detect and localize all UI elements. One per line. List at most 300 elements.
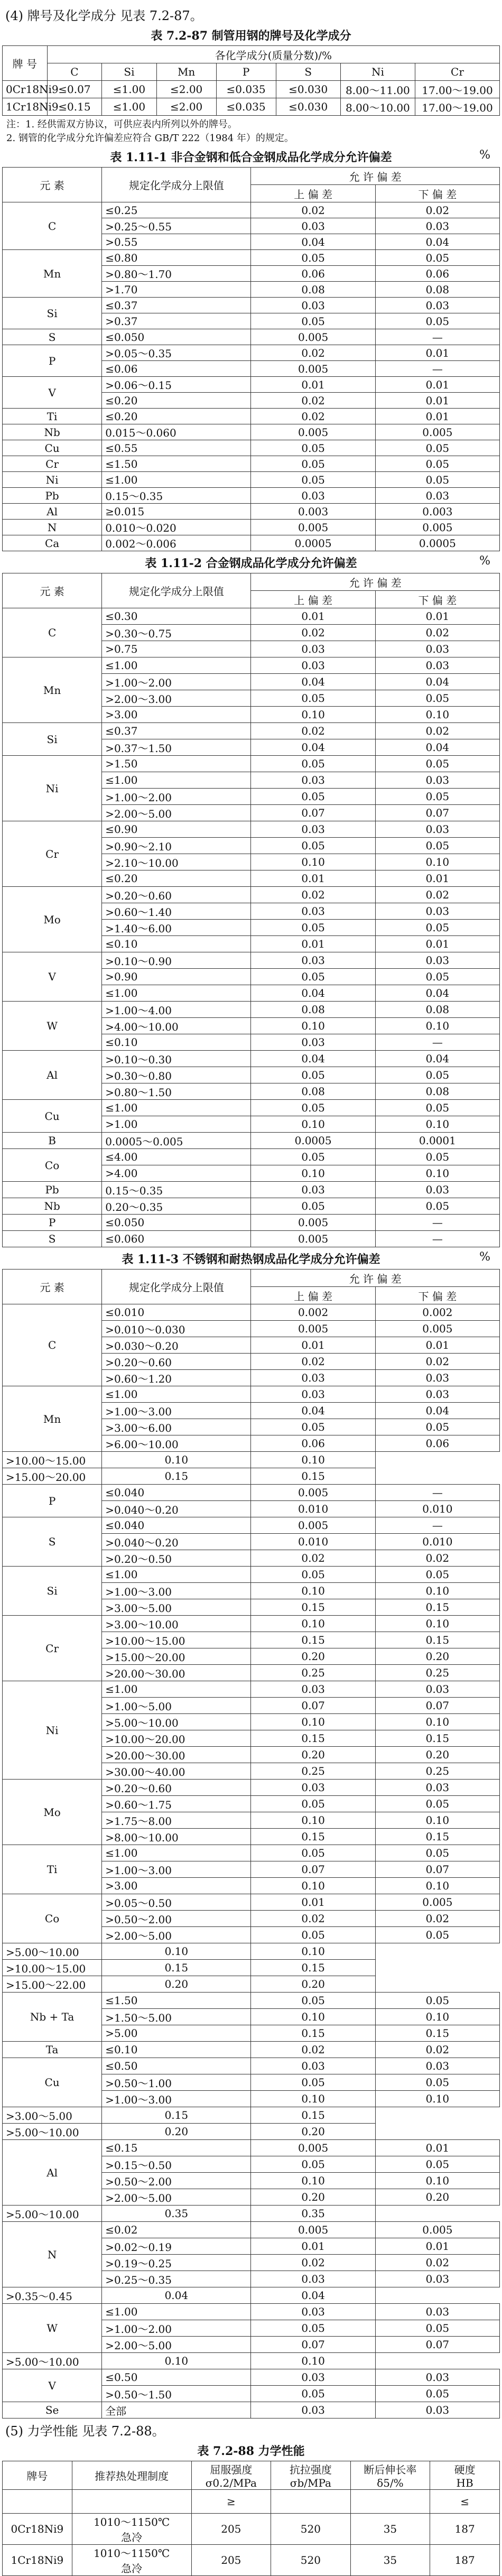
element-cell: W <box>3 2304 102 2353</box>
limit-cell: ≤0.010 <box>102 1304 251 1321</box>
table-row <box>3 2058 500 2074</box>
table-row <box>3 98 500 116</box>
lower-deviation-cell: — <box>375 1231 499 1247</box>
header-line: HB <box>456 2477 473 2489</box>
upper-deviation-cell: 0.15 <box>251 1730 375 1747</box>
upper-deviation-cell: 0.02 <box>251 409 375 424</box>
upper-deviation-cell: 0.05 <box>251 1419 375 1435</box>
table-row <box>3 1976 500 1993</box>
value-cell: ≤0.030 <box>276 98 340 116</box>
limit-cell: >0.37～1.50 <box>102 739 251 756</box>
table-row <box>3 1452 500 1468</box>
lower-deviation-cell: 0.20 <box>251 1976 375 1993</box>
upper-deviation-cell: 0.02 <box>251 1911 375 1927</box>
upper-deviation-cell: 0.05 <box>251 1149 375 1165</box>
table-row <box>3 1993 500 2009</box>
upper-deviation-cell: 0.10 <box>251 2009 375 2025</box>
lower-deviation-cell: 0.05 <box>375 1993 499 2009</box>
table-row <box>3 1780 500 1796</box>
lower-deviation-cell: 0.08 <box>375 1083 499 1100</box>
limit-cell: >0.05～0.35 <box>102 345 251 361</box>
composition-column-header: 各化学成分(质量分数)/% <box>47 46 499 63</box>
treatment-temperature: 1010～1150℃ <box>94 2547 170 2560</box>
lower-deviation-cell: 0.10 <box>375 1165 499 1182</box>
element-cell: S <box>3 329 102 345</box>
limit-cell: >5.00～10.00 <box>3 1943 102 1960</box>
upper-deviation-cell: 0.03 <box>251 772 375 789</box>
limit-cell: >0.15～0.50 <box>102 2156 251 2173</box>
limit-cell: >30.00～40.00 <box>102 1763 251 1780</box>
upper-deviation-cell: 0.25 <box>251 1665 375 1681</box>
element-cell: V <box>3 2369 102 2402</box>
lower-deviation-cell: 0.05 <box>375 440 499 456</box>
lower-deviation-cell: 0.05 <box>375 2386 499 2402</box>
limit-cell: >2.00～5.00 <box>102 2189 251 2206</box>
upper-deviation-cell: 0.08 <box>251 1083 375 1100</box>
upper-deviation-cell: 0.03 <box>251 488 375 504</box>
limit-cell: >0.60～1.75 <box>102 1796 251 1812</box>
upper-deviation-cell: 0.10 <box>251 2173 375 2189</box>
column-header <box>191 2461 271 2490</box>
element-cell: Ni <box>3 472 102 488</box>
lower-deviation-cell: 0.03 <box>375 657 499 674</box>
limit-cell: >1.00～3.00 <box>102 1861 251 1878</box>
upper-deviation-cell: 0.02 <box>251 345 375 361</box>
lower-deviation-cell: 0.07 <box>375 1861 499 1878</box>
table-row <box>3 2222 500 2238</box>
element-cell: V <box>3 377 102 409</box>
limit-cell: >1.50 <box>102 756 251 772</box>
lower-deviation-cell: 0.10 <box>251 1943 375 1960</box>
column-header <box>350 2461 430 2490</box>
limit-column-header: 规定化学成分上限值 <box>102 168 251 202</box>
upper-deviation-cell: 0.20 <box>251 2189 375 2206</box>
hardness-cell: 187 <box>430 2514 500 2545</box>
upper-deviation-cell: 0.08 <box>251 1002 375 1018</box>
lower-deviation-cell: 0.03 <box>375 903 499 920</box>
lower-deviation-cell: 0.15 <box>251 1468 375 1485</box>
upper-deviation-cell: 0.06 <box>251 266 375 282</box>
limit-cell: ≤1.00 <box>102 985 251 1002</box>
upper-deviation-cell: 0.005 <box>251 1215 375 1231</box>
lower-deviation-cell: 0.02 <box>375 2042 499 2058</box>
lower-deviation-cell: 0.005 <box>375 520 499 535</box>
upper-deviation-cell: 0.05 <box>251 1100 375 1116</box>
table-row <box>3 2206 500 2222</box>
upper-deviation-cell: 0.010 <box>251 1534 375 1550</box>
lower-deviation-cell: 0.04 <box>375 739 499 756</box>
value-cell: ≤1.00 <box>102 81 157 98</box>
lower-deviation-cell: 0.05 <box>375 1419 499 1435</box>
limit-cell: >3.00 <box>102 1878 251 1894</box>
upper-deviation-cell: 0.10 <box>102 1452 251 1468</box>
lower-deviation-cell: 0.03 <box>375 2271 499 2287</box>
column-header <box>72 2461 191 2490</box>
limit-cell: >0.80～1.50 <box>102 1083 251 1100</box>
value-cell: ≤2.00 <box>156 81 216 98</box>
tolerance-column-header: 允 许 偏 差 <box>251 1270 500 1287</box>
upper-deviation-cell: 0.15 <box>251 1599 375 1616</box>
sub-header-cell <box>271 2490 351 2514</box>
lower-deviation-cell: 0.03 <box>375 821 499 838</box>
table-row <box>3 2369 500 2386</box>
limit-cell: >0.040～0.20 <box>102 1534 251 1550</box>
limit-cell: >2.00～5.00 <box>102 1927 251 1943</box>
table-row <box>3 2304 500 2320</box>
limit-cell: >3.00～10.00 <box>102 1616 251 1632</box>
lower-deviation-cell: 0.03 <box>375 488 499 504</box>
limit-cell: ≤0.050 <box>102 329 251 345</box>
upper-deviation-cell: 0.20 <box>251 1747 375 1763</box>
table-row <box>3 440 500 456</box>
lower-deviation-cell: — <box>375 1517 499 1534</box>
limit-cell: ≤1.00 <box>102 1681 251 1698</box>
upper-deviation-cell: 0.03 <box>251 2369 375 2386</box>
limit-cell: ≤1.00 <box>102 657 251 674</box>
element-cell: B <box>3 1133 102 1149</box>
limit-cell: ≤0.15 <box>102 2140 251 2156</box>
table-notes <box>6 118 496 145</box>
upper-deviation-cell: 0.01 <box>251 870 375 887</box>
upper-deviation-cell: 0.0005 <box>251 535 375 551</box>
limit-cell: ≤1.00 <box>102 1100 251 1116</box>
table-row <box>3 1100 500 1116</box>
lower-deviation-cell: 0.01 <box>375 608 499 625</box>
upper-deviation-cell: 0.005 <box>251 424 375 440</box>
lower-deviation-cell: 0.20 <box>375 1747 499 1763</box>
upper-deviation-cell: 0.04 <box>251 1051 375 1067</box>
upper-deviation-cell: 0.03 <box>251 2402 375 2419</box>
lower-deviation-cell: 0.03 <box>375 1182 499 1198</box>
upper-deviation-cell: 0.03 <box>251 1681 375 1698</box>
header-line: 牌号 <box>26 2470 48 2482</box>
table-row <box>3 2107 500 2124</box>
lower-deviation-cell: 0.05 <box>375 472 499 488</box>
table-row <box>3 821 500 838</box>
value-cell: 17.00～19.00 <box>415 98 499 116</box>
column-header <box>3 2461 72 2490</box>
table-row <box>3 2545 500 2576</box>
upper-deviation-cell: 0.005 <box>251 1231 375 1247</box>
upper-deviation-cell: 0.02 <box>251 2255 375 2271</box>
table-row <box>3 1468 500 1485</box>
upper-deviation-cell: 0.10 <box>102 2353 251 2369</box>
lower-deviation-cell: 0.05 <box>375 1067 499 1083</box>
limit-cell: >1.50～5.00 <box>102 2009 251 2025</box>
upper-deviation-cell: 0.05 <box>251 2156 375 2173</box>
section-heading-mechanical: (5) 力学性能 见表 7.2-88。 <box>5 2424 165 2439</box>
tolerance-table-alloy <box>2 573 500 1247</box>
upper-deviation-cell: 0.005 <box>251 520 375 535</box>
upper-deviation-cell: 0.10 <box>251 854 375 870</box>
upper-deviation-cell: 0.10 <box>251 1116 375 1133</box>
header-line: 硬度 <box>454 2463 476 2476</box>
lower-deviation-cell: 0.005 <box>375 1894 499 1911</box>
element-cell: Cr <box>3 1616 102 1681</box>
upper-deviation-cell: 0.10 <box>251 1018 375 1034</box>
upper-deviation-cell: 0.04 <box>102 2287 251 2304</box>
limit-cell: >1.00～3.00 <box>102 1583 251 1599</box>
lower-deviation-cell: 0.03 <box>375 298 499 313</box>
lower-deviation-cell: 0.04 <box>251 2287 375 2304</box>
table-row <box>3 2402 500 2419</box>
limit-cell: >0.030～0.20 <box>102 1337 251 1354</box>
table-row <box>3 1616 500 1632</box>
upper-deviation-cell: 0.07 <box>251 1861 375 1878</box>
upper-deviation-cell: 0.005 <box>251 329 375 345</box>
header-row <box>3 573 500 591</box>
table-row <box>3 1002 500 1018</box>
upper-deviation-cell: 0.01 <box>251 608 375 625</box>
lower-deviation-cell: 0.10 <box>375 1616 499 1632</box>
limit-cell: >8.00～10.00 <box>102 1829 251 1845</box>
element-header: P <box>216 63 276 81</box>
unit-label: % <box>479 149 490 162</box>
upper-deviation-cell: 0.02 <box>251 723 375 739</box>
upper-deviation-cell: 0.04 <box>251 985 375 1002</box>
limit-cell: >1.00 <box>102 1116 251 1133</box>
lower-deviation-cell: 0.03 <box>375 218 499 234</box>
table-row <box>3 887 500 903</box>
upper-deviation-cell: 0.05 <box>251 2320 375 2337</box>
header-row <box>3 2461 500 2490</box>
lower-deviation-cell: 0.02 <box>375 202 499 218</box>
lower-deviation-cell: 0.01 <box>375 936 499 952</box>
limit-cell: >1.00～2.00 <box>102 674 251 690</box>
upper-deviation-cell: 0.01 <box>251 1894 375 1911</box>
limit-cell: >0.50～1.50 <box>102 2386 251 2402</box>
upper-deviation-cell: 0.10 <box>251 1714 375 1730</box>
lower-deviation-header: 下 偏 差 <box>375 591 499 608</box>
upper-deviation-cell: 0.002 <box>251 1304 375 1321</box>
element-cell: Cu <box>3 440 102 456</box>
lower-deviation-cell: 0.15 <box>375 1730 499 1747</box>
table-row <box>3 1517 500 1534</box>
element-cell: Pb <box>3 1182 102 1198</box>
element-cell: C <box>3 608 102 657</box>
caption-text: 表 1.11-1 非合金钢和低合金钢成品化学成分允许偏差 <box>110 151 392 164</box>
lower-deviation-cell: 0.10 <box>375 1812 499 1829</box>
upper-deviation-cell: 0.01 <box>251 936 375 952</box>
upper-deviation-cell: 0.02 <box>251 1550 375 1567</box>
limit-cell: ≤1.00 <box>102 772 251 789</box>
upper-deviation-cell: 0.10 <box>251 1165 375 1182</box>
element-column-header: 元 素 <box>3 168 102 202</box>
lower-deviation-cell: 0.010 <box>375 1534 499 1550</box>
upper-deviation-cell: 0.02 <box>251 1354 375 1370</box>
upper-deviation-cell: 0.03 <box>251 1034 375 1051</box>
table-row <box>3 2042 500 2058</box>
table-caption-1-11-2 <box>2 554 500 571</box>
table-row <box>3 1133 500 1149</box>
limit-cell: >0.10～0.90 <box>102 952 251 969</box>
upper-deviation-cell: 0.02 <box>251 625 375 641</box>
upper-deviation-cell: 0.03 <box>251 657 375 674</box>
lower-deviation-cell: 0.05 <box>375 1567 499 1583</box>
treatment-cooling: 急冷 <box>121 2562 143 2575</box>
upper-deviation-cell: 0.03 <box>251 952 375 969</box>
heat-treatment-cell <box>72 2514 191 2545</box>
element-cell: Cu <box>3 1100 102 1133</box>
upper-deviation-cell: 0.07 <box>251 1698 375 1714</box>
lower-deviation-cell: 0.10 <box>251 2353 375 2369</box>
limit-cell: >10.00～15.00 <box>3 1960 102 1976</box>
limit-cell: >0.10～0.30 <box>102 1051 251 1067</box>
value-cell: ≤0.15 <box>47 98 102 116</box>
section-heading-composition: (4) 牌号及化学成分 见表 7.2-87。 <box>5 8 203 23</box>
limit-cell: >5.00～10.00 <box>3 2206 102 2222</box>
table-row <box>3 424 500 440</box>
limit-cell: >1.40～6.00 <box>102 920 251 936</box>
sub-header-cell <box>72 2490 191 2514</box>
value-cell: 8.00～11.00 <box>340 81 415 98</box>
element-cell: S <box>3 1231 102 1247</box>
mechanical-properties-table <box>2 2461 500 2576</box>
upper-deviation-cell: 0.05 <box>251 2074 375 2091</box>
upper-deviation-cell: 0.04 <box>251 739 375 756</box>
element-cell: Co <box>3 1894 102 1943</box>
upper-deviation-cell: 0.02 <box>251 202 375 218</box>
lower-deviation-cell: 0.05 <box>375 1100 499 1116</box>
lower-deviation-cell: 0.0005 <box>375 535 499 551</box>
upper-deviation-cell: 0.05 <box>251 1845 375 1861</box>
upper-deviation-cell: 0.20 <box>102 2124 251 2140</box>
element-cell: Ca <box>3 535 102 551</box>
unit-label: % <box>479 1250 490 1264</box>
upper-deviation-cell: 0.05 <box>251 1796 375 1812</box>
note-line: 2. 钢管的化学成分允许偏差应符合 GB/T 222（1984 年）的规定。 <box>6 133 294 144</box>
lower-deviation-cell: 0.15 <box>375 1829 499 1845</box>
lower-deviation-cell: 0.01 <box>375 870 499 887</box>
lower-deviation-cell: — <box>375 1034 499 1051</box>
element-column-header: 元 素 <box>3 1270 102 1304</box>
lower-deviation-cell: — <box>375 329 499 345</box>
limit-cell: 0.010～0.020 <box>102 520 251 535</box>
lower-deviation-cell: 0.20 <box>375 2189 499 2206</box>
element-cell: Ta <box>3 2042 102 2058</box>
table-row <box>3 1845 500 1861</box>
limit-cell: >3.00～5.00 <box>102 1599 251 1616</box>
lower-deviation-cell: 0.10 <box>375 1714 499 1730</box>
limit-cell: ≤1.00 <box>102 2304 251 2320</box>
lower-deviation-cell: 0.10 <box>375 854 499 870</box>
lower-deviation-cell: 0.05 <box>375 969 499 985</box>
table-row <box>3 1960 500 1976</box>
upper-deviation-cell: 0.15 <box>102 2107 251 2124</box>
lower-deviation-cell: 0.10 <box>375 2091 499 2107</box>
upper-deviation-cell: 0.08 <box>251 282 375 298</box>
note-line: 注：1. 经供需双方协议，可供应表内所列以外的牌号。 <box>6 119 237 130</box>
limit-cell: >0.60～1.40 <box>102 903 251 920</box>
lower-deviation-cell: 0.05 <box>375 313 499 329</box>
limit-cell: 0.15～0.35 <box>102 1182 251 1198</box>
heat-treatment-cell <box>72 2545 191 2576</box>
limit-cell: >0.20～0.60 <box>102 1354 251 1370</box>
limit-cell: ≤0.060 <box>102 1231 251 1247</box>
limit-cell: ≤0.80 <box>102 250 251 266</box>
lower-deviation-cell: 0.07 <box>375 2337 499 2353</box>
limit-cell: >15.00～20.00 <box>3 1468 102 1485</box>
element-cell: Al <box>3 2140 102 2206</box>
lower-deviation-cell: 0.04 <box>375 1051 499 1067</box>
limit-cell: ≤1.00 <box>102 1567 251 1583</box>
limit-cell: >4.00 <box>102 1165 251 1182</box>
table-row <box>3 756 500 772</box>
upper-deviation-cell: 0.15 <box>251 1829 375 1845</box>
upper-deviation-cell: 0.20 <box>251 1648 375 1665</box>
upper-deviation-cell: 0.005 <box>251 2140 375 2156</box>
element-header: Ni <box>340 63 415 81</box>
grade-column-header: 牌 号 <box>3 46 48 81</box>
lower-deviation-cell: 0.005 <box>375 2222 499 2238</box>
header-line: σ0.2/MPa <box>205 2477 257 2489</box>
limit-cell: >1.75～8.00 <box>102 1812 251 1829</box>
lower-deviation-cell: 0.02 <box>375 887 499 903</box>
upper-deviation-cell: 0.005 <box>251 2222 375 2238</box>
lower-deviation-cell: 0.04 <box>375 674 499 690</box>
lower-deviation-cell: 0.02 <box>375 1550 499 1567</box>
limit-cell: ≤0.10 <box>102 1034 251 1051</box>
elongation-cell: 35 <box>350 2514 430 2545</box>
lower-deviation-cell: 0.05 <box>375 1845 499 1861</box>
lower-deviation-cell: 0.01 <box>375 377 499 393</box>
limit-cell: >1.00～3.00 <box>102 2091 251 2107</box>
upper-deviation-cell: 0.03 <box>251 2058 375 2074</box>
sub-header-cell: ≥ <box>191 2490 271 2514</box>
upper-deviation-header: 上 偏 差 <box>251 591 375 608</box>
limit-cell: ≤0.20 <box>102 393 251 409</box>
lower-deviation-cell: 0.05 <box>375 756 499 772</box>
caption-text: 表 1.11-3 不锈钢和耐热钢成品化学成分允许偏差 <box>122 1253 380 1266</box>
upper-deviation-cell: 0.20 <box>102 1976 251 1993</box>
header-line: 屈服强度 <box>210 2463 253 2476</box>
limit-cell: >0.040～0.20 <box>102 1501 251 1517</box>
yield-strength-cell: 205 <box>191 2545 271 2576</box>
lower-deviation-cell: 0.05 <box>375 1796 499 1812</box>
sub-header-cell <box>3 2490 72 2514</box>
element-cell: Nb <box>3 424 102 440</box>
upper-deviation-cell: 0.05 <box>251 789 375 805</box>
upper-deviation-cell: 0.05 <box>251 472 375 488</box>
limit-cell: >5.00～10.00 <box>102 1714 251 1730</box>
upper-deviation-cell: 0.15 <box>102 1468 251 1485</box>
table-row <box>3 1231 500 1247</box>
element-cell: Se <box>3 2402 102 2419</box>
upper-deviation-cell: 0.03 <box>251 821 375 838</box>
lower-deviation-cell: 0.02 <box>375 625 499 641</box>
lower-deviation-header: 下 偏 差 <box>375 1287 499 1304</box>
element-cell: C <box>3 202 102 250</box>
table-caption-7-2-87: 表 7.2-87 制管用钢的牌号及化学成分 <box>151 29 351 43</box>
limit-cell: 0.002～0.006 <box>102 535 251 551</box>
limit-cell: >5.00～10.00 <box>3 2124 102 2140</box>
limit-cell: ≤0.06 <box>102 361 251 377</box>
lower-deviation-cell: 0.08 <box>375 1002 499 1018</box>
lower-deviation-cell: 0.02 <box>375 2255 499 2271</box>
element-cell: Al <box>3 504 102 520</box>
upper-deviation-cell: 0.03 <box>251 641 375 657</box>
upper-deviation-cell: 0.01 <box>251 377 375 393</box>
limit-cell: >3.00～6.00 <box>102 1419 251 1435</box>
grade-cell: 0Cr18Ni9 <box>3 81 48 98</box>
lower-deviation-cell: 0.03 <box>375 641 499 657</box>
upper-deviation-cell: 0.10 <box>251 2091 375 2107</box>
upper-deviation-cell: 0.04 <box>251 234 375 250</box>
limit-cell: >0.02～0.19 <box>102 2238 251 2255</box>
element-cell: Si <box>3 298 102 329</box>
table-row <box>3 250 500 266</box>
upper-deviation-cell: 0.07 <box>251 2337 375 2353</box>
